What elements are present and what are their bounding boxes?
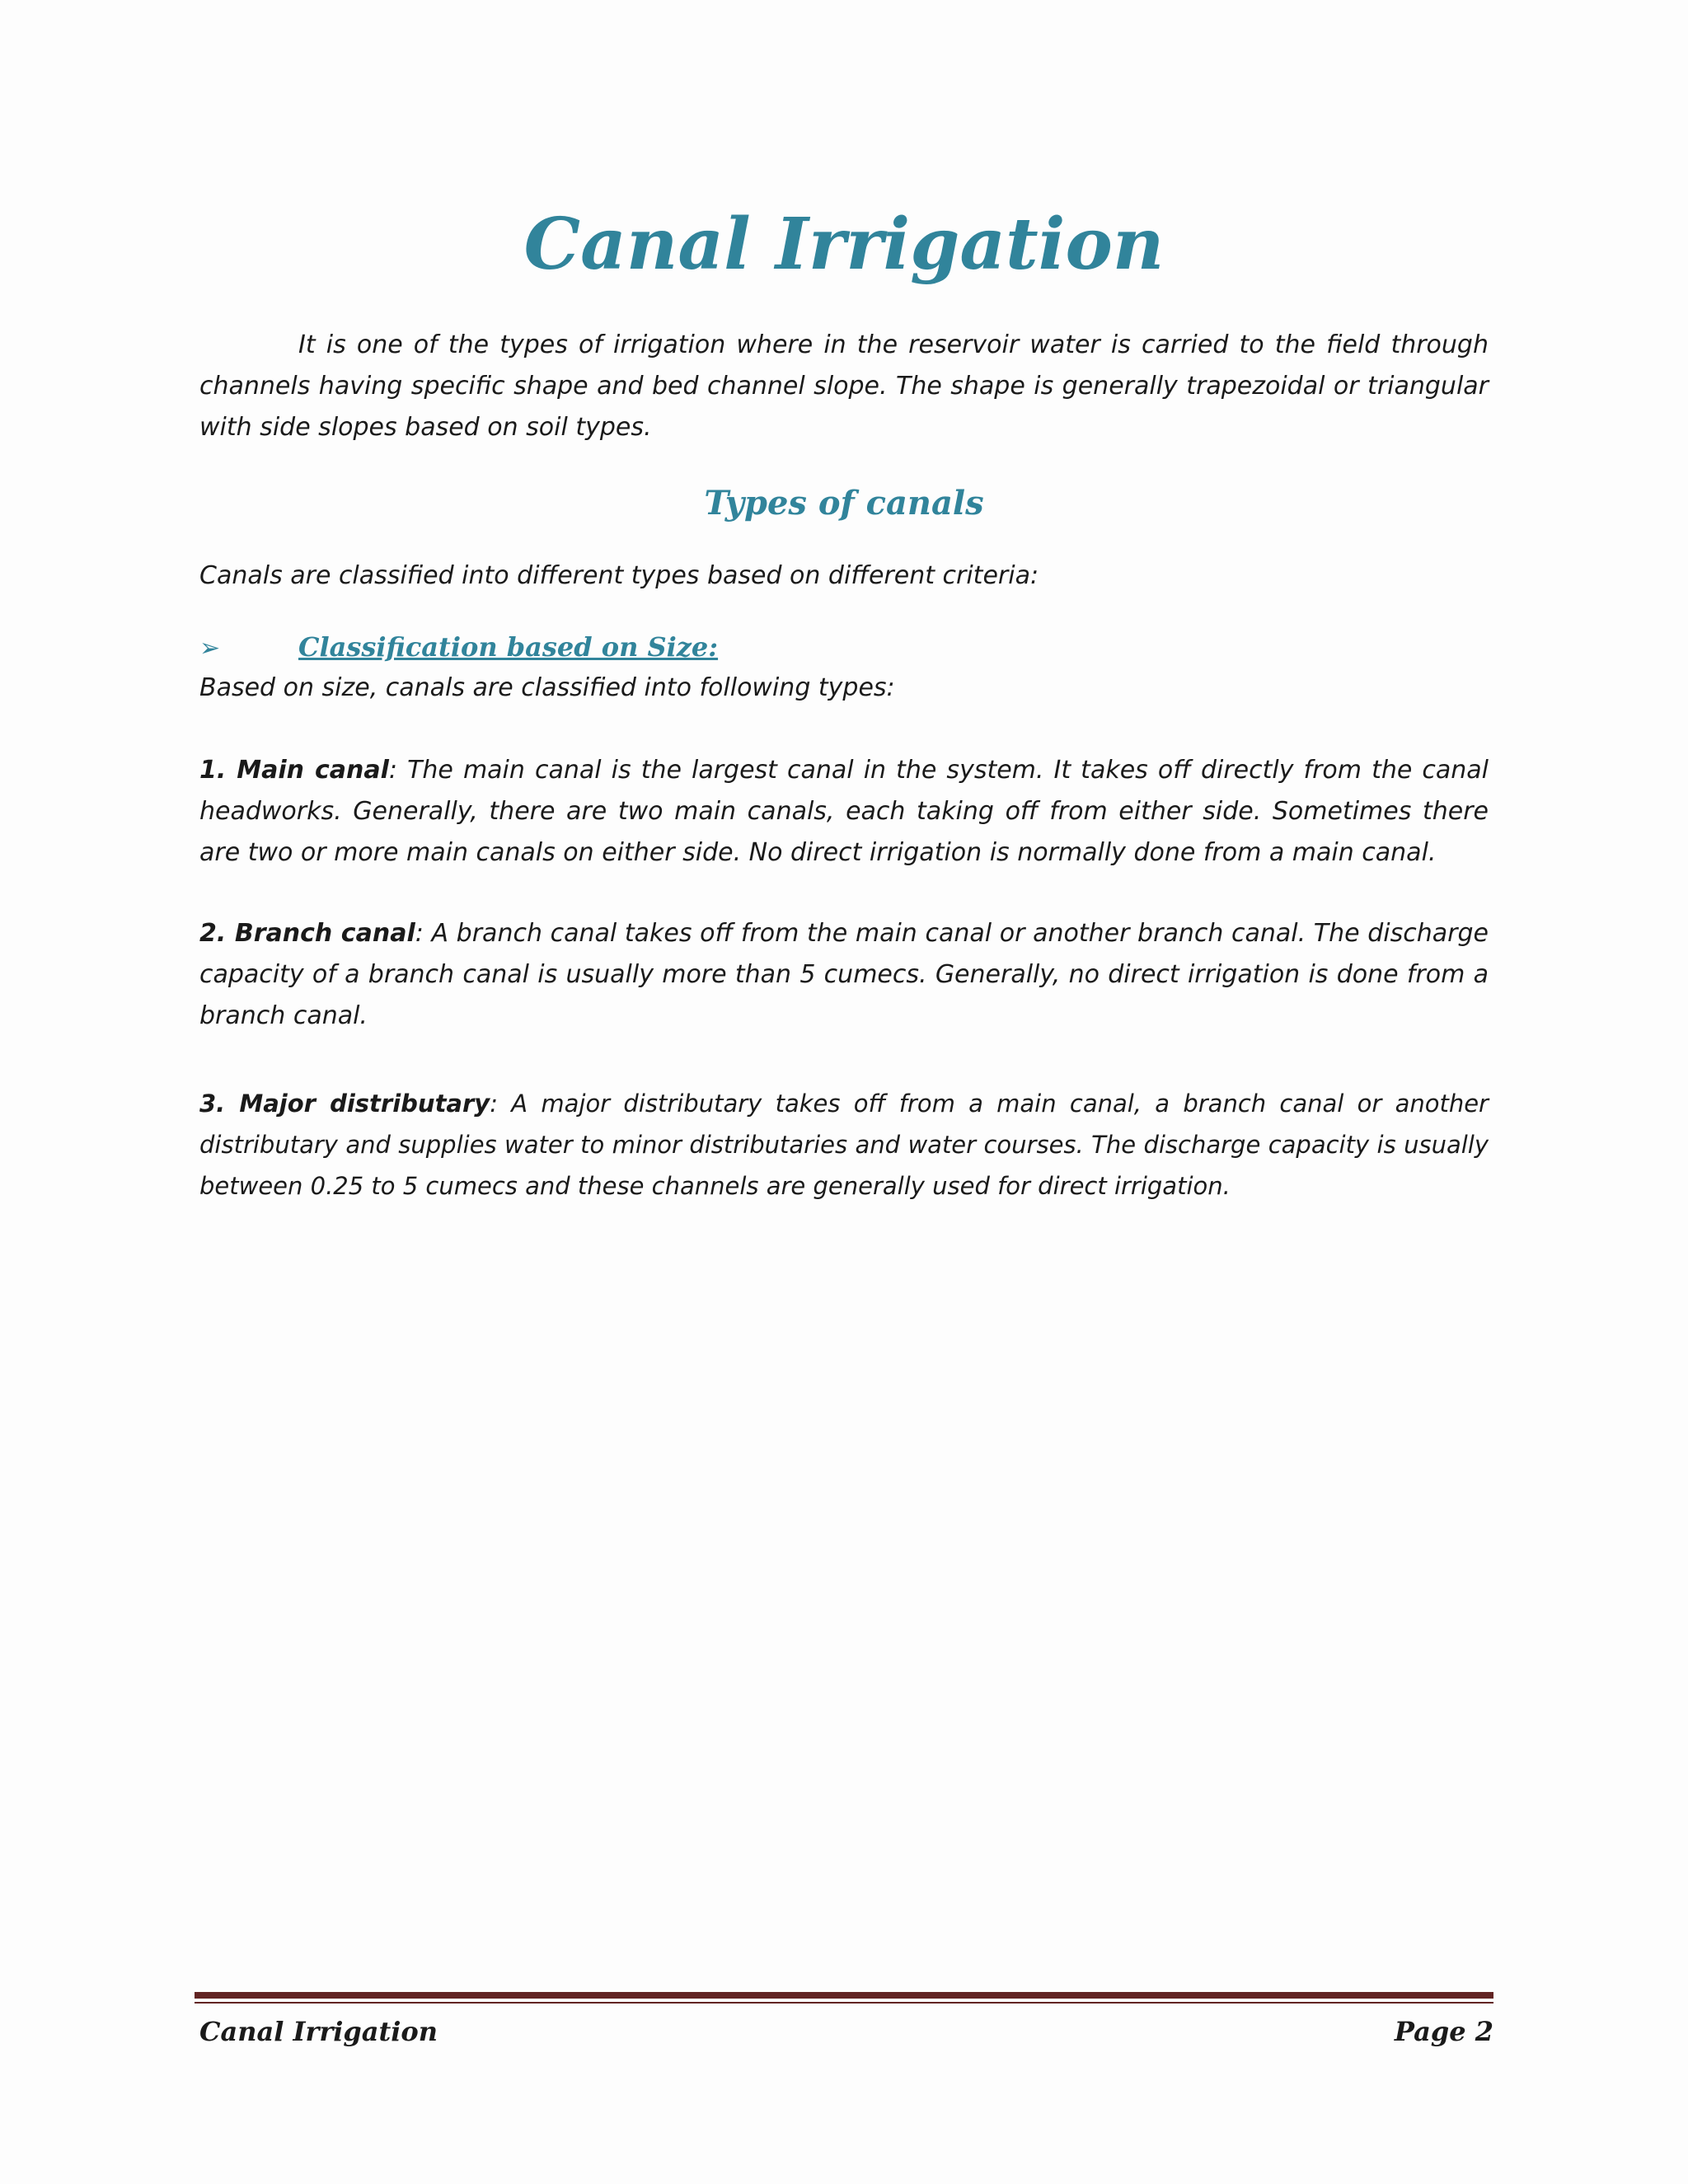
footer-title: Canal Irrigation (199, 2016, 438, 2047)
item-term: 1. Main canal (199, 756, 389, 785)
page-title: Canal Irrigation (523, 203, 1165, 286)
classification-label: Classification based on Size: (298, 631, 719, 663)
arrow-bullet-icon: ➢ (199, 634, 221, 663)
list-item-major-distributary (199, 1083, 1489, 1207)
intro-paragraph: It is one of the types of irrigation where in the reservoir water is carried to the field through channels having specific shape and bed channel slope. The shape is generally trapezoidal or triangular with side slopes based on soil types. (199, 330, 1489, 442)
section-title: Types of canals (704, 484, 984, 523)
classification-heading (199, 626, 1489, 669)
list-item-branch-canal (199, 913, 1489, 1037)
page-number: Page 2 (1394, 2016, 1493, 2047)
footer-rule (195, 1992, 1493, 1999)
criteria-paragraph: Canals are classified into different types based on different criteria: (199, 561, 1039, 590)
item-text: : A branch canal takes off from the main canal or another branch canal. The discharge capacity of a branch canal is usually more than 5 cumecs. Generally, no direct irrigation is done from a branch canal. (199, 919, 1489, 1030)
footer-rule-thin (195, 2002, 1493, 2004)
list-item-main-canal (199, 750, 1489, 874)
item-text: : A major distributary takes off from a main canal, a branch canal or another distributary and supplies water to minor distributaries and water courses. The discharge capacity is usually between 0.25 to 5 cumecs and these channels are generally used for direct irrigation. (199, 1090, 1489, 1200)
classification-intro: Based on size, canals are classified into following types: (199, 673, 895, 702)
item-term: 3. Major distributary (199, 1090, 490, 1118)
item-term: 2. Branch canal (199, 919, 415, 948)
item-text: : The main canal is the largest canal in the system. It takes off directly from the canal headworks. Generally, there are two main canals, each taking off from either side. Sometimes there are two or more main canals on either side. No direct irrigation is normally done from a main canal. (199, 756, 1489, 867)
